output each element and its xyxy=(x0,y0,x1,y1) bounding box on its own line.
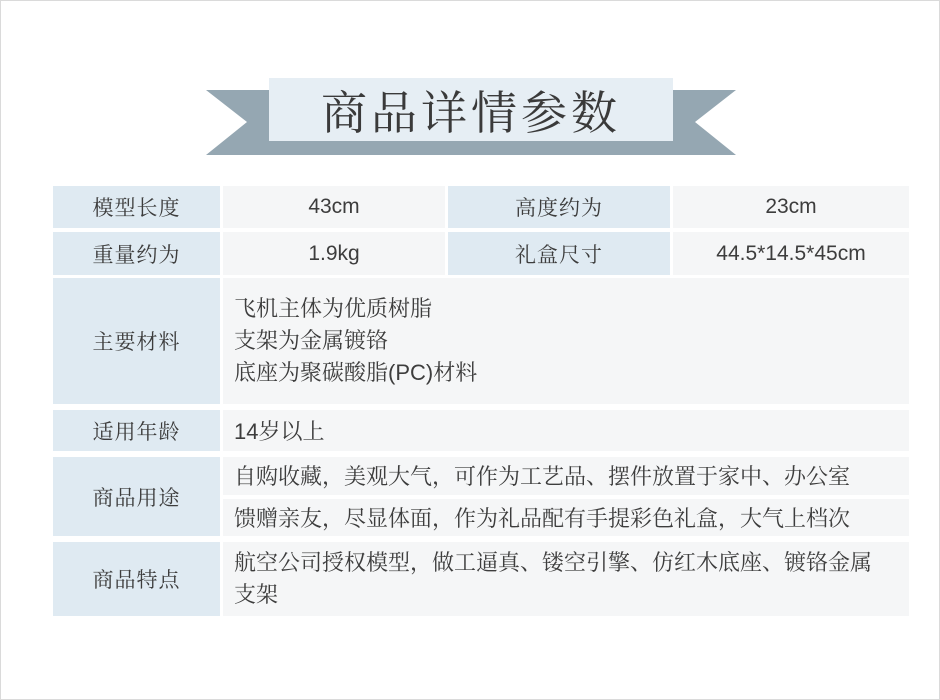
value-height: 23cm xyxy=(673,186,909,228)
label-height: 高度约为 xyxy=(448,186,670,228)
label-weight: 重量约为 xyxy=(53,232,220,275)
table-row-features xyxy=(53,542,909,616)
table-row-materials xyxy=(53,278,909,404)
label-materials: 主要材料 xyxy=(53,278,220,404)
table-row-weight xyxy=(53,232,909,275)
value-usage xyxy=(223,457,909,536)
value-features xyxy=(223,542,909,616)
ribbon-banner xyxy=(269,78,673,141)
label-giftbox-size: 礼盒尺寸 xyxy=(448,232,670,275)
table-row-model-length xyxy=(53,186,909,228)
label-usage: 商品用途 xyxy=(53,457,220,536)
materials-line-3: 底座为聚碳酸脂(PC)材料 xyxy=(234,360,478,385)
spec-table xyxy=(53,186,909,616)
features-text: 航空公司授权模型，做工逼真、镂空引擎、仿红木底座、镀铬金属支架 xyxy=(234,550,873,607)
usage-line-2: 馈赠亲友，尽显体面，作为礼品配有手提彩色礼盒，大气上档次 xyxy=(223,499,909,537)
label-features: 商品特点 xyxy=(53,542,220,616)
materials-line-1: 飞机主体为优质树脂 xyxy=(234,296,433,321)
label-model-length: 模型长度 xyxy=(53,186,220,228)
value-model-length: 43cm xyxy=(223,186,445,228)
table-row-usage xyxy=(53,457,909,536)
usage-line-1: 自购收藏，美观大气，可作为工艺品、摆件放置于家中、办公室 xyxy=(223,457,909,495)
value-materials xyxy=(223,278,909,404)
table-row-age xyxy=(53,410,909,451)
page-title: 商品详情参数 xyxy=(321,86,621,139)
materials-line-2: 支架为金属镀铬 xyxy=(234,328,389,353)
label-age: 适用年龄 xyxy=(53,410,220,451)
value-age: 14岁以上 xyxy=(223,410,909,451)
value-weight: 1.9kg xyxy=(223,232,445,275)
value-giftbox-size: 44.5*14.5*45cm xyxy=(673,232,909,275)
